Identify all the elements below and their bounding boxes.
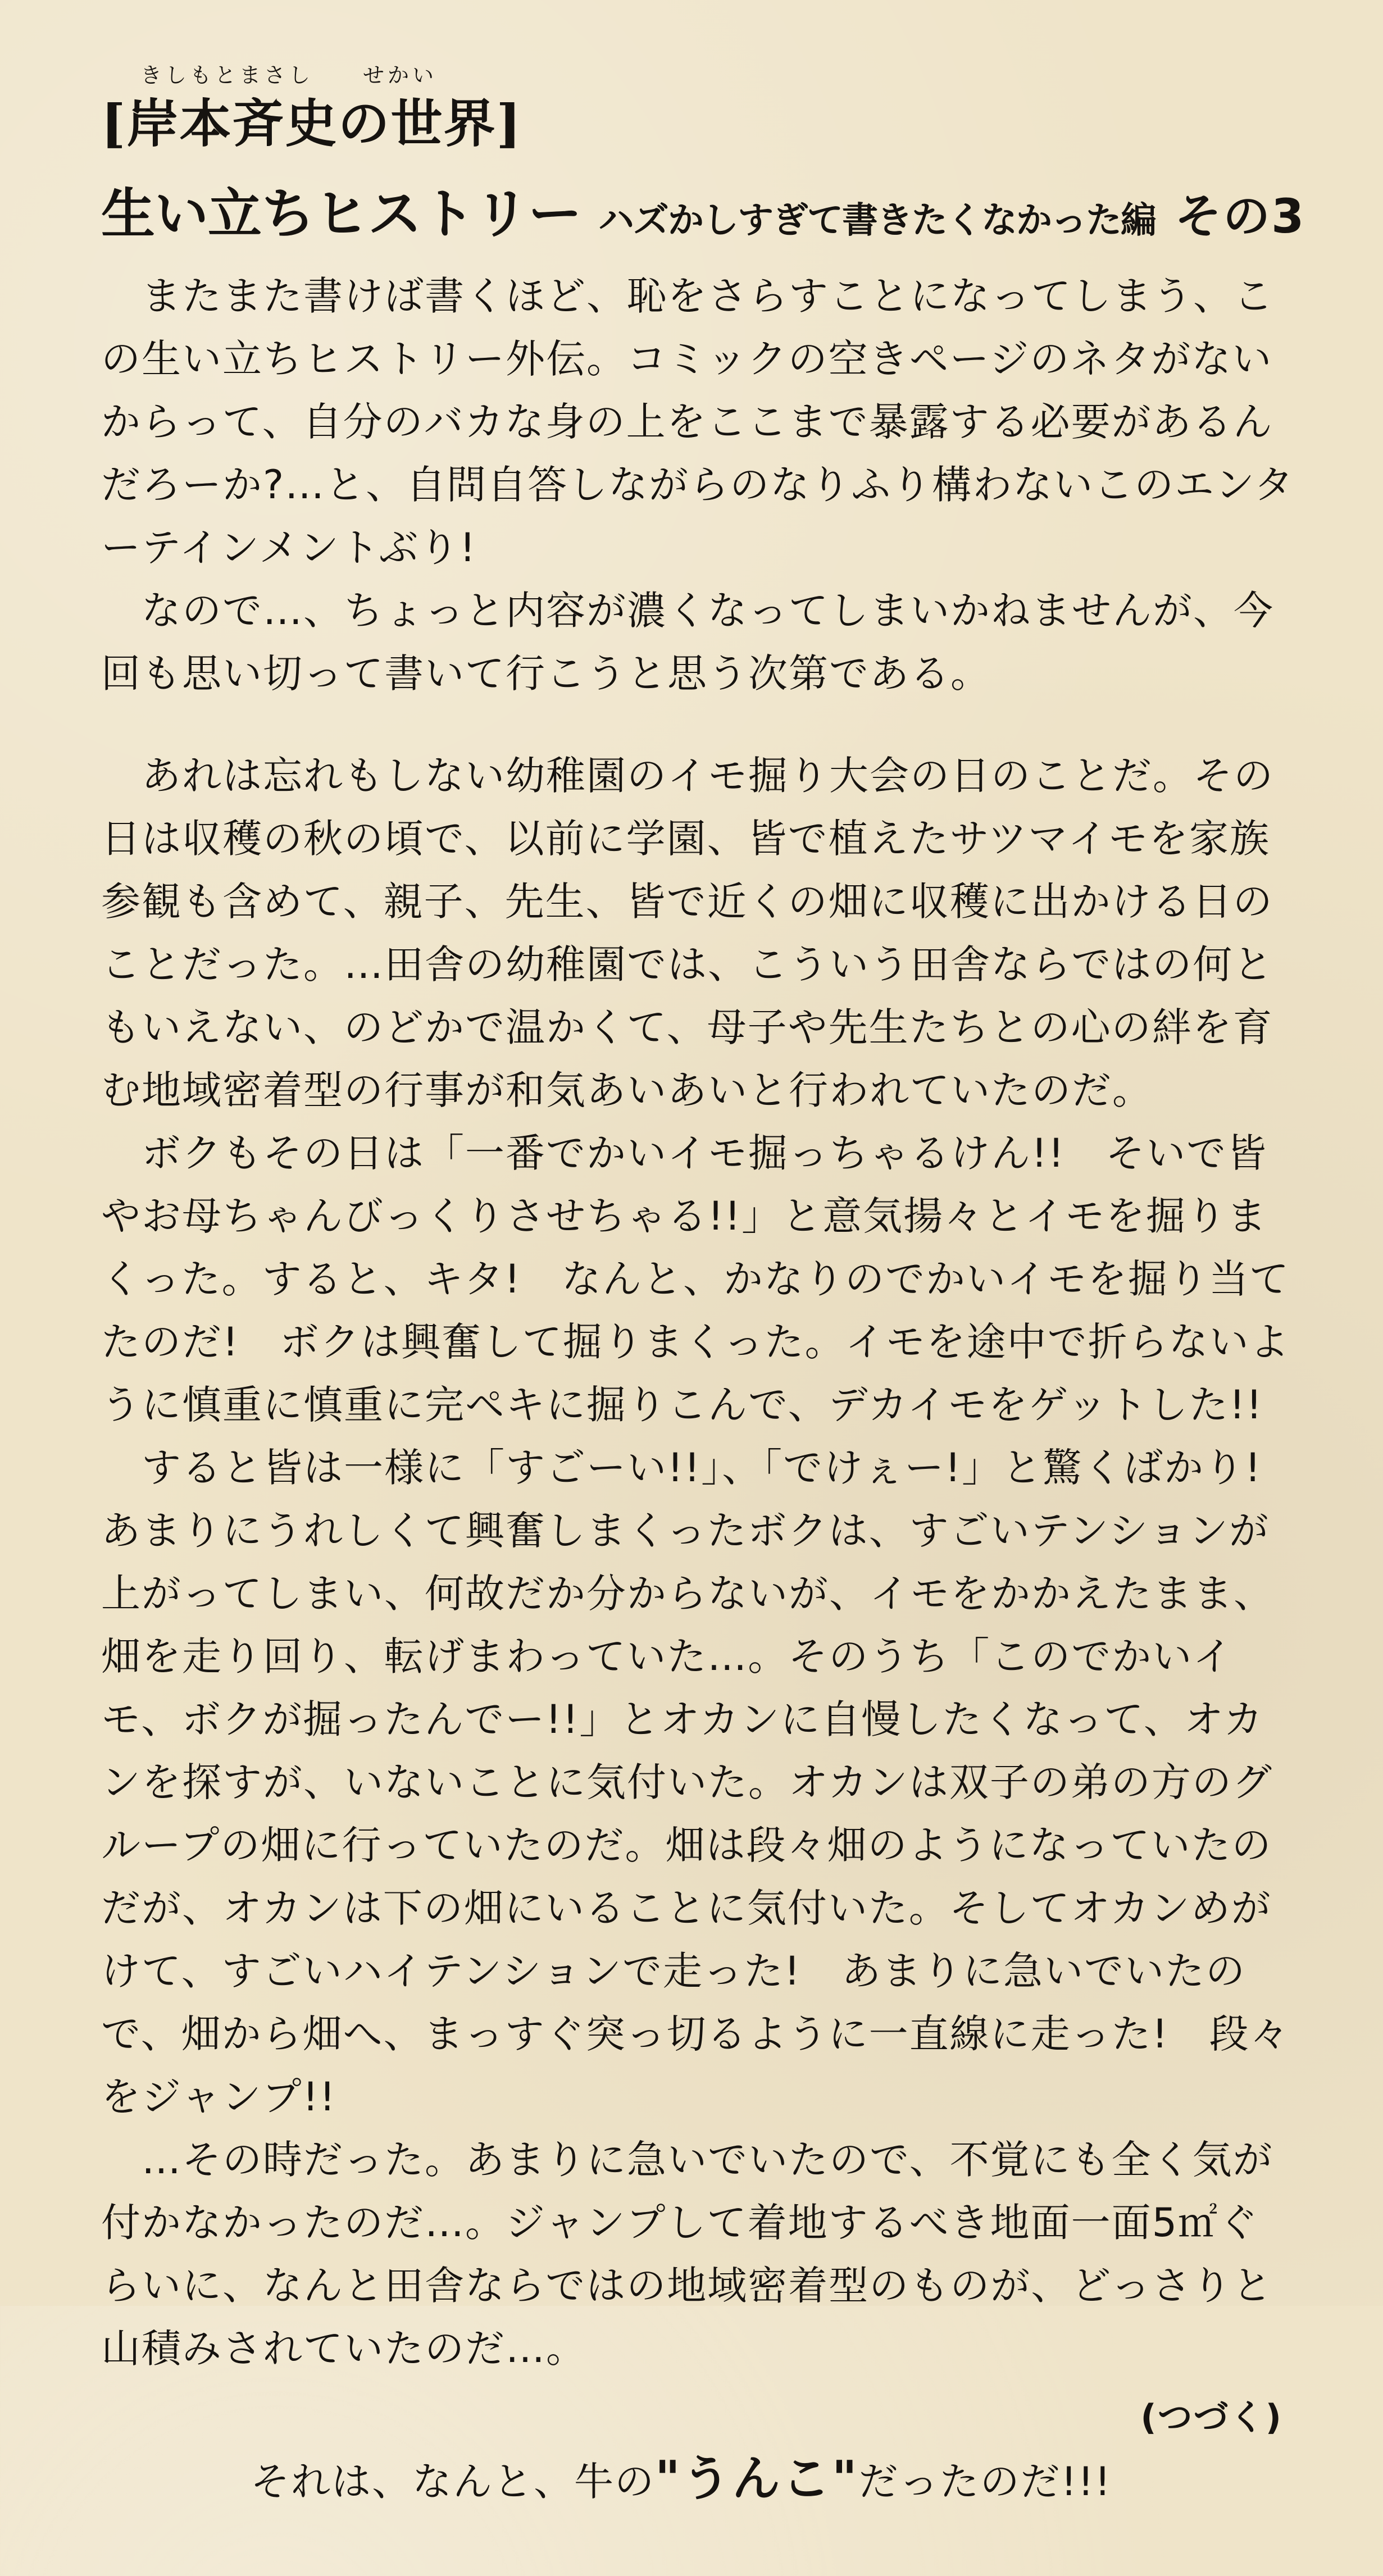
- closing-emphasis: "うんこ": [655, 2451, 859, 2507]
- paragraph-4: ボクもその日は「一番でかいイモ掘っちゃるけん!! そいで皆やお母ちゃんびっくりさせちゃる!!」と意気揚々とイモを掘りまくった。すると、キタ! なんと、かなりのでかいイモを掘り当てたのだ! ボクは興奮して掘りまくった。イモを途中で折らないように慎重に慎重に完ペキに掘りこんで、デカイモをゲットした!!: [101, 1130, 1290, 1428]
- continued-label: (つづく): [1140, 2397, 1282, 2438]
- series-title: [101, 63, 1296, 154]
- closing-tail: だったのだ!!!: [858, 2459, 1112, 2505]
- chapter-main-title: 生い立ちヒストリー: [101, 183, 581, 246]
- chapter-subtitle: ハズかしすぎて書きたくなかった編: [598, 200, 1155, 242]
- paragraph-1: またまた書けば書くほど、恥をさらすことになってしまう、この生い立ちヒストリー外伝。コミックの空きページのネタがないからって、自分のバカな身の上をここまで暴露する必要があるんだろーか?…と、自問自答しながらのなりふり構わないこのエンターテインメントぶり!: [101, 273, 1295, 571]
- closing-lead: それは、なんと、牛の: [210, 2459, 656, 2505]
- chapter-title: [101, 183, 1305, 246]
- closing-line: [101, 2384, 1296, 2576]
- paragraph-3: あれは忘れもしない幼稚園のイモ掘り大会の日のことだ。その日は収穫の秋の頃で、以前に学園、皆で植えたサツマイモを家族参観も含めて、親子、先生、皆で近くの畑に収穫に出かける日のことだった。…田舎の幼稚園では、こういう田舎ならではの何ともいえない、のどかで温かくて、母子や先生たちとの心の絆を育む地域密着型の行事が和気あいあいと行われていたのだ。: [101, 753, 1274, 1114]
- chapter-part-number: その3: [1175, 189, 1305, 244]
- paragraph-6: …その時だった。あまりに急いでいたので、不覚にも全く気が付かなかったのだ…。ジャンプして着地するべき地面一面5㎡ぐらいに、なんと田舎ならではの地域密着型のものが、どっさりと山積みされていたのだ…。: [101, 2137, 1273, 2372]
- series-title-ruby: きしもとまさし せかい: [140, 63, 438, 88]
- article-body: [101, 265, 1296, 2576]
- paragraph-2: なので…、ちょっと内容が濃くなってしまいかねませんが、今回も思い切って書いて行こうと思う次第である。: [101, 588, 1274, 697]
- paragraph-gap: [101, 705, 1296, 744]
- series-title-text: [岸本斉史の世界]: [101, 93, 522, 154]
- closing-sentence: [101, 2384, 1112, 2576]
- paragraph-5: すると皆は一様に「すごーい!!」、「でけぇー!」と驚くばかり!あまりにうれしくて興奮しまくったボクは、すごいテンションが上がってしまい、何故だか分からないが、イモをかかえたまま、畑を走り回り、転げまわっていた…。そのうち「このでかいイモ、ボクが掘ったんでー!!」とオカンに自慢したくなって、オカンを探すが、いないことに気付いた。オカンは双子の弟の方のグループの畑に行っていたのだ。畑は段々畑のようになっていたのだが、オカンは下の畑にいることに気付いた。そしてオカンめがけて、すごいハイテンションで走った! あまりに急いでいたので、畑から畑へ、まっすぐ突っ切るように一直線に走った! 段々をジャンプ!!: [101, 1445, 1290, 2120]
